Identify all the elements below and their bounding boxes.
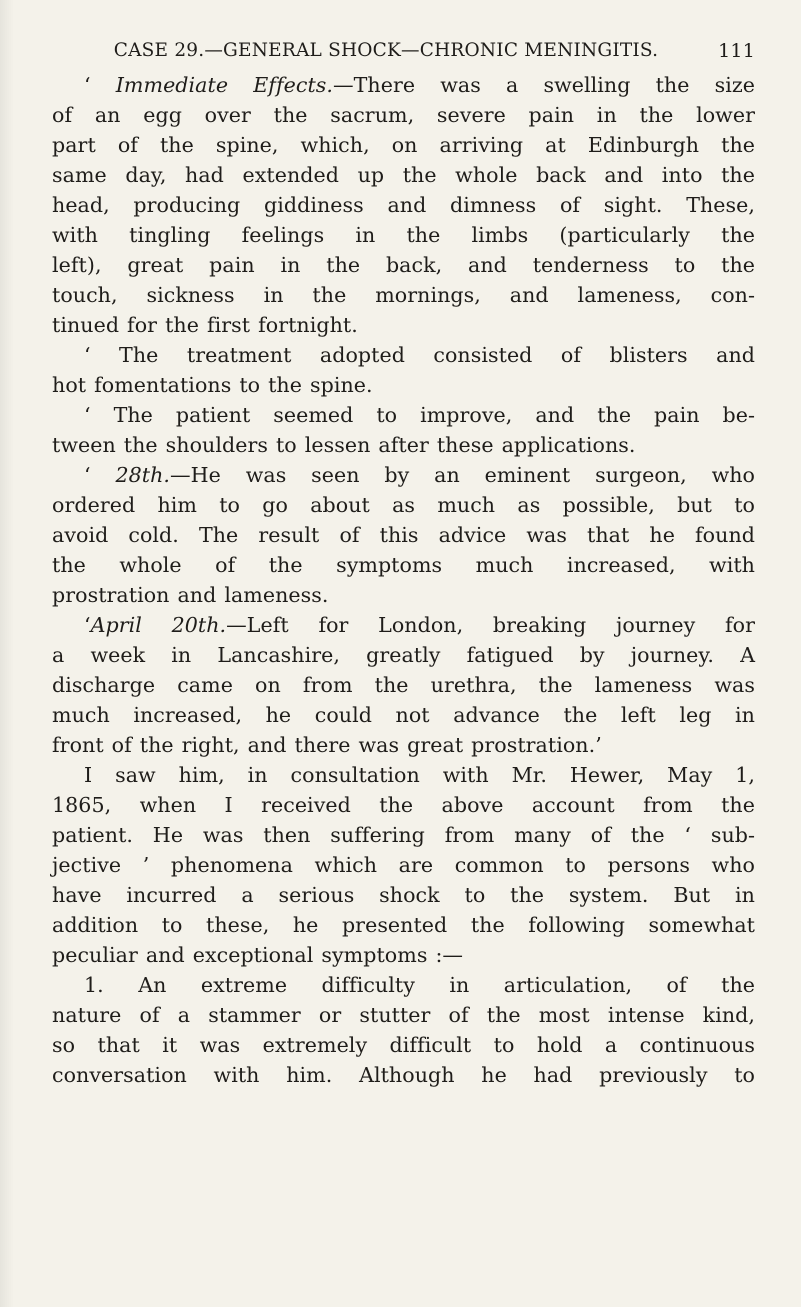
text-segment: tinued for the first fortnight.	[52, 313, 358, 337]
text-line	[52, 580, 755, 610]
running-head	[52, 34, 755, 68]
text-segment: —He was seen by an eminent surgeon, who	[169, 463, 756, 487]
text-segment: so that it was extremely difficult to hold a continuous	[52, 1033, 755, 1057]
text-line	[52, 310, 755, 340]
text-line	[52, 430, 755, 460]
text-segment: —Left for London, breaking journey for	[226, 613, 755, 637]
text-segment: ‘	[84, 463, 116, 487]
page-number: 111	[718, 40, 755, 62]
running-title: CASE 29.—GENERAL SHOCK—CHRONIC MENINGITIS.	[113, 40, 659, 61]
text-segment: discharge came on from the urethra, the lameness was	[52, 673, 755, 697]
text-segment: front of the right, and there was great prostration.’	[52, 733, 602, 757]
text-segment: peculiar and exceptional symptoms :—	[52, 943, 464, 967]
text-line	[52, 550, 755, 580]
text-line	[52, 820, 755, 850]
text-segment: ‘	[84, 73, 116, 97]
text-line	[52, 190, 755, 220]
text-line	[52, 850, 755, 880]
text-segment: addition to these, he presented the following somewhat	[52, 913, 755, 937]
text-segment: tween the shoulders to lessen after these applications.	[52, 433, 636, 457]
text-line	[52, 160, 755, 190]
text-line	[52, 880, 755, 910]
text-segment: hot fomentations to the spine.	[52, 373, 373, 397]
text-line	[52, 1030, 755, 1060]
text-line	[52, 490, 755, 520]
text-segment: touch, sickness in the mornings, and lameness, con-	[52, 283, 755, 307]
text-segment: patient. He was then suffering from many of the ‘ sub-	[52, 823, 755, 847]
text-line	[52, 1000, 755, 1030]
text-line	[52, 610, 755, 640]
text-segment: of an egg over the sacrum, severe pain in the lower	[52, 103, 755, 127]
text-segment: ‘	[84, 613, 91, 637]
italic-text: 28th.	[115, 463, 170, 487]
text-line	[52, 640, 755, 670]
text-line	[52, 700, 755, 730]
text-segment: with tingling feelings in the limbs (particularly the	[52, 223, 755, 247]
text-segment: nature of a stammer or stutter of the most intense kind,	[52, 1003, 755, 1027]
italic-text: Immediate Effects.	[115, 73, 333, 97]
text-line	[52, 220, 755, 250]
text-line	[52, 670, 755, 700]
text-line	[52, 460, 755, 490]
text-line	[52, 910, 755, 940]
text-segment: much increased, he could not advance the left leg in	[52, 703, 755, 727]
text-segment: 1865, when I received the above account from the	[52, 793, 755, 817]
text-segment: ‘ The patient seemed to improve, and the pain be-	[84, 403, 755, 427]
text-segment: I saw him, in consultation with Mr. Hewer, May 1,	[84, 763, 755, 787]
text-segment: ordered him to go about as much as possible, but to	[52, 493, 755, 517]
text-line	[52, 280, 755, 310]
text-segment: head, producing giddiness and dimness of sight. These,	[52, 193, 755, 217]
text-segment: have incurred a serious shock to the system. But in	[52, 883, 755, 907]
text-segment: left), great pain in the back, and tenderness to the	[52, 253, 755, 277]
text-line	[52, 130, 755, 160]
text-segment: 1. An extreme difficulty in articulation, of the	[84, 973, 755, 997]
text-line	[52, 940, 755, 970]
text-line	[52, 400, 755, 430]
text-line	[52, 790, 755, 820]
text-line	[52, 370, 755, 400]
italic-text: April 20th.	[90, 613, 227, 637]
text-line	[52, 520, 755, 550]
text-segment: conversation with him. Although he had previously to	[52, 1063, 755, 1087]
text-line	[52, 340, 755, 370]
text-segment: prostration and lameness.	[52, 583, 329, 607]
text-line	[52, 250, 755, 280]
text-segment: same day, had extended up the whole back and into the	[52, 163, 755, 187]
text-segment: the whole of the symptoms much increased, with	[52, 553, 755, 577]
text-line	[52, 70, 755, 100]
text-segment: avoid cold. The result of this advice was that he found	[52, 523, 755, 547]
text-line	[52, 760, 755, 790]
text-line	[52, 970, 755, 1000]
text-segment: part of the spine, which, on arriving at Edinburgh the	[52, 133, 755, 157]
text-segment: ‘ The treatment adopted consisted of blisters and	[84, 343, 755, 367]
text-segment: jective ’ phenomena which are common to persons who	[52, 853, 755, 877]
body-text	[52, 70, 755, 1090]
text-segment: —There was a swelling the size	[333, 73, 755, 97]
text-line	[52, 1060, 755, 1090]
text-line	[52, 730, 755, 760]
text-line	[52, 100, 755, 130]
text-segment: a week in Lancashire, greatly fatigued by journey. A	[52, 643, 755, 667]
